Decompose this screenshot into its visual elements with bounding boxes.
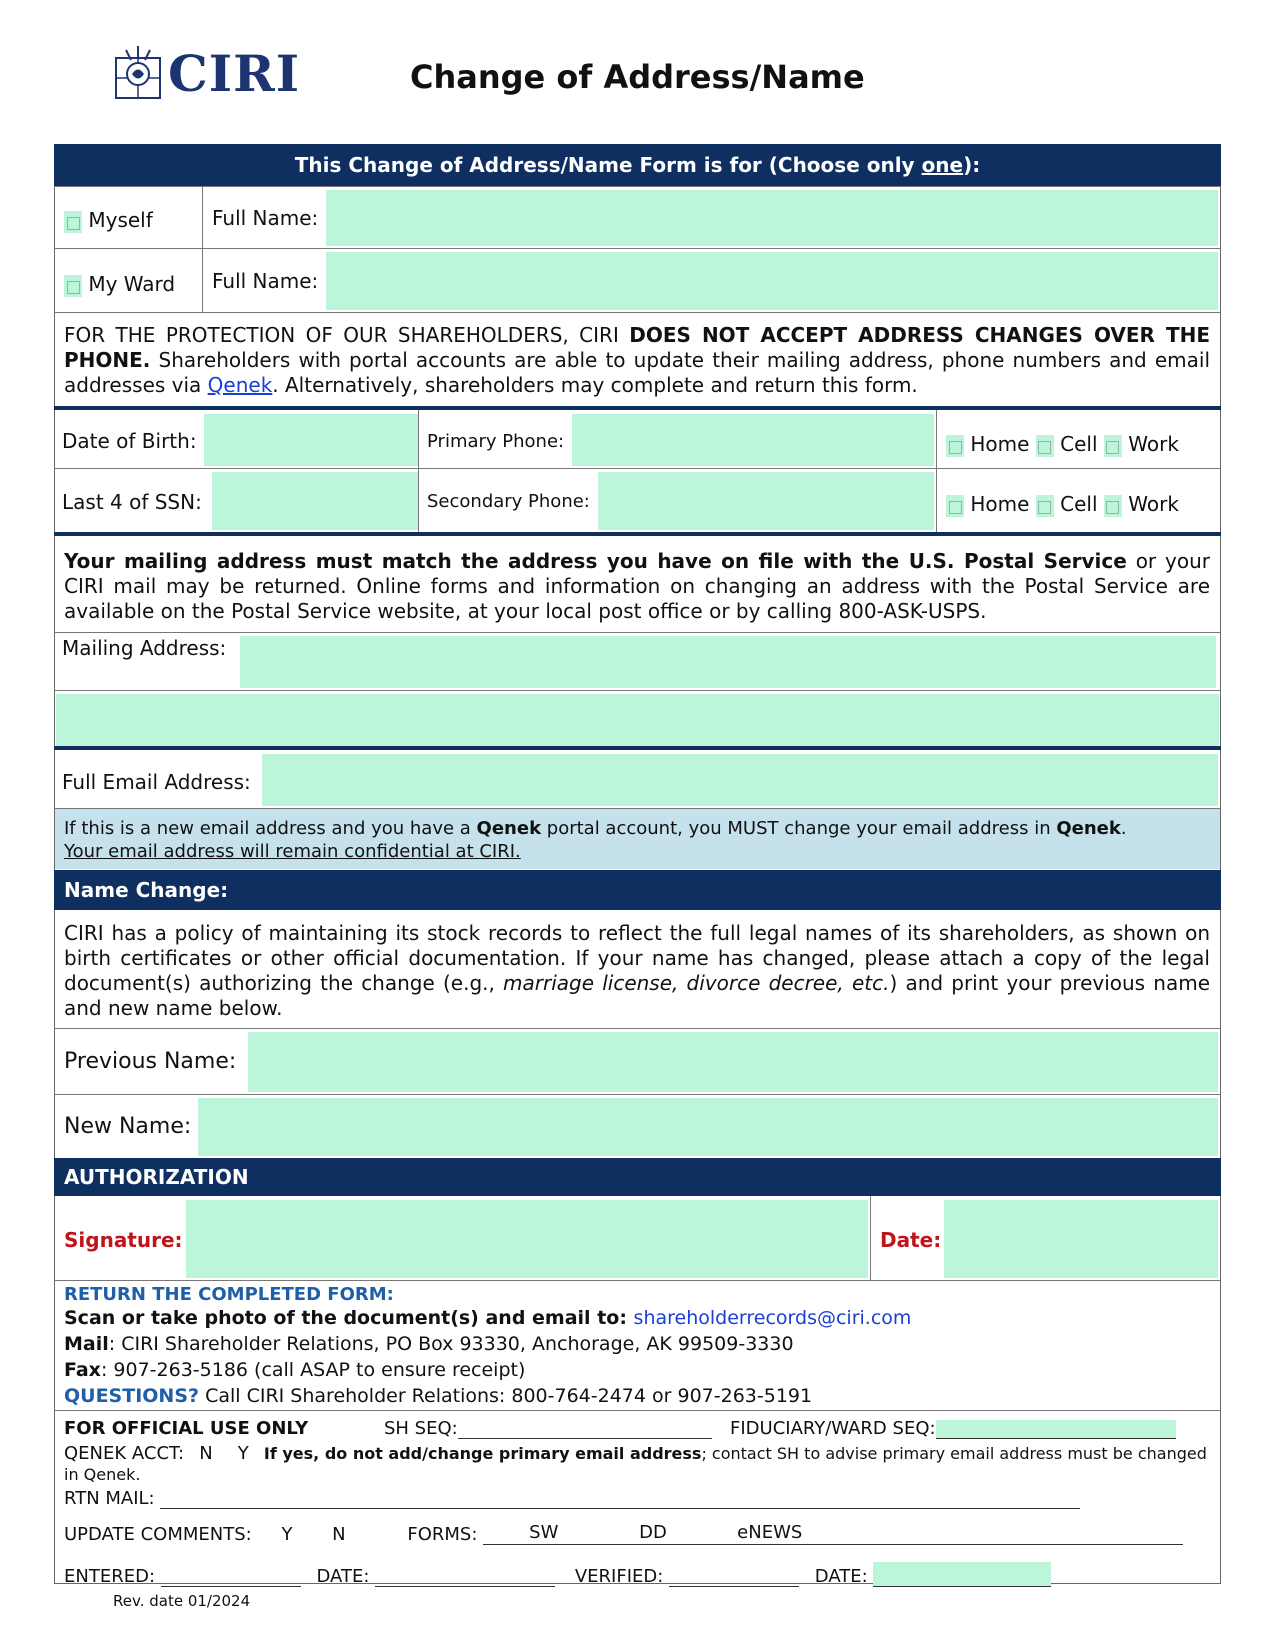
date1-line[interactable]: [375, 1568, 555, 1587]
sh-seq-line[interactable]: [458, 1420, 712, 1439]
shareholder-email-link[interactable]: shareholderrecords@ciri.com: [633, 1307, 912, 1329]
secondary-phone-type: Home Cell Work: [946, 492, 1179, 517]
authorization-heading: AUTHORIZATION: [54, 1158, 1221, 1196]
primary-home-checkbox[interactable]: [946, 435, 964, 457]
fiduciary-seq: FIDUCIARY/WARD SEQ:: [730, 1418, 1176, 1439]
ciri-emblem-icon: [110, 44, 168, 104]
ward-checkbox[interactable]: [64, 275, 82, 297]
option-my-ward[interactable]: My Ward: [64, 272, 175, 297]
rtn-mail-line[interactable]: [160, 1490, 1080, 1509]
secondary-work-checkbox[interactable]: [1104, 495, 1122, 517]
for-heading: This Change of Address/Name Form is for (Choose only one):: [54, 144, 1221, 186]
primary-phone-type: Home Cell Work: [946, 432, 1179, 457]
verified-line[interactable]: [669, 1568, 799, 1587]
return-heading: RETURN THE COMPLETED FORM:: [64, 1284, 394, 1305]
signature-field[interactable]: [186, 1200, 868, 1278]
official-use-heading: FOR OFFICIAL USE ONLY: [64, 1418, 309, 1439]
secondary-home-checkbox[interactable]: [946, 495, 964, 517]
primary-work-checkbox[interactable]: [1104, 435, 1122, 457]
new-name-label: New Name:: [64, 1114, 192, 1139]
email-note-text: If this is a new email address and you have a Qenek portal account, you MUST change your email address in Qenek. Your email address will remain confidential at CIRI.: [64, 818, 1127, 862]
qenek-link[interactable]: Qenek: [207, 373, 273, 397]
update-comments: UPDATE COMMENTS: Y N FORMS: SW DD eNEWS: [64, 1524, 1183, 1545]
ward-full-name-label: Full Name:: [212, 269, 319, 293]
ssn-label: Last 4 of SSN:: [62, 490, 202, 514]
entered-row: ENTERED: DATE: VERIFIED: DATE:: [64, 1562, 1051, 1587]
dob-field[interactable]: [204, 414, 418, 466]
logo-text: CIRI: [168, 44, 301, 103]
return-mail: Mail: CIRI Shareholder Relations, PO Box 93330, Anchorage, AK 99509-3330: [64, 1333, 794, 1355]
fiduciary-seq-field[interactable]: [936, 1420, 1176, 1439]
rev-date: Rev. date 01/2024: [113, 1592, 251, 1610]
previous-name-field[interactable]: [248, 1032, 1218, 1092]
sh-seq: SH SEQ:: [384, 1418, 712, 1439]
page-title: Change of Address/Name: [410, 58, 865, 96]
new-name-field[interactable]: [198, 1098, 1218, 1156]
ssn-field[interactable]: [212, 472, 418, 530]
protection-notice: FOR THE PROTECTION OF OUR SHAREHOLDERS, CIRI DOES NOT ACCEPT ADDRESS CHANGES OVER THE PHONE. Shareholders with portal accounts are able to update their mailing address, phone numbers and email addresses via Qenek. Alternatively, shareholders may complete and return this form.: [64, 323, 1210, 397]
mailing-address-line1[interactable]: [240, 636, 1216, 688]
email-field[interactable]: [262, 754, 1218, 806]
primary-phone-label: Primary Phone:: [427, 431, 565, 452]
primary-phone-field[interactable]: [572, 414, 934, 466]
myself-full-name-field[interactable]: [326, 190, 1218, 246]
mailing-address-label: Mailing Address:: [62, 636, 227, 660]
name-change-policy: CIRI has a policy of maintaining its stock records to reflect the full legal names of its shareholders, as shown on birth certificates or other official documentation. If your name has changed, please attach a copy of the legal document(s) authorizing the change (e.g., marriage license, divorce decree, etc.) and print your previous name and new name below.: [64, 921, 1210, 1020]
date2-field[interactable]: [873, 1562, 1051, 1587]
date-field[interactable]: [944, 1200, 1218, 1278]
secondary-phone-field[interactable]: [598, 472, 934, 530]
mailing-address-line2[interactable]: [56, 694, 1219, 746]
postal-notice: Your mailing address must match the address you have on file with the U.S. Postal Service or your CIRI mail may be returned. Online forms and information on changing an address with the Postal Service are available on the Postal Service website, at your local post office or by calling 800-ASK-USPS.: [64, 549, 1210, 623]
primary-cell-checkbox[interactable]: [1036, 435, 1054, 457]
entered-line[interactable]: [161, 1568, 301, 1587]
previous-name-label: Previous Name:: [64, 1049, 237, 1074]
signature-label: Signature:: [64, 1228, 183, 1252]
email-label: Full Email Address:: [62, 770, 251, 794]
rtn-mail: RTN MAIL:: [64, 1488, 1080, 1509]
ward-full-name-field[interactable]: [326, 252, 1218, 310]
secondary-phone-label: Secondary Phone:: [427, 491, 590, 512]
ciri-logo: [110, 44, 301, 106]
qenek-acct: QENEK ACCT: N Y If yes, do not add/change primary email address; contact SH to advise primary email address must be changed in Qenek.: [64, 1443, 1207, 1484]
return-fax: Fax: 907-263-5186 (call ASAP to ensure receipt): [64, 1359, 526, 1381]
return-scan: Scan or take photo of the document(s) and email to: shareholderrecords@ciri.com: [64, 1307, 912, 1329]
myself-full-name-label: Full Name:: [212, 206, 319, 230]
date-label: Date:: [880, 1228, 942, 1252]
myself-checkbox[interactable]: [64, 211, 82, 233]
secondary-cell-checkbox[interactable]: [1036, 495, 1054, 517]
option-myself[interactable]: Myself: [64, 208, 153, 233]
return-questions: QUESTIONS? Call CIRI Shareholder Relations: 800-764-2474 or 907-263-5191: [64, 1385, 813, 1407]
name-change-heading: Name Change:: [54, 870, 1221, 910]
dob-label: Date of Birth:: [62, 429, 197, 453]
